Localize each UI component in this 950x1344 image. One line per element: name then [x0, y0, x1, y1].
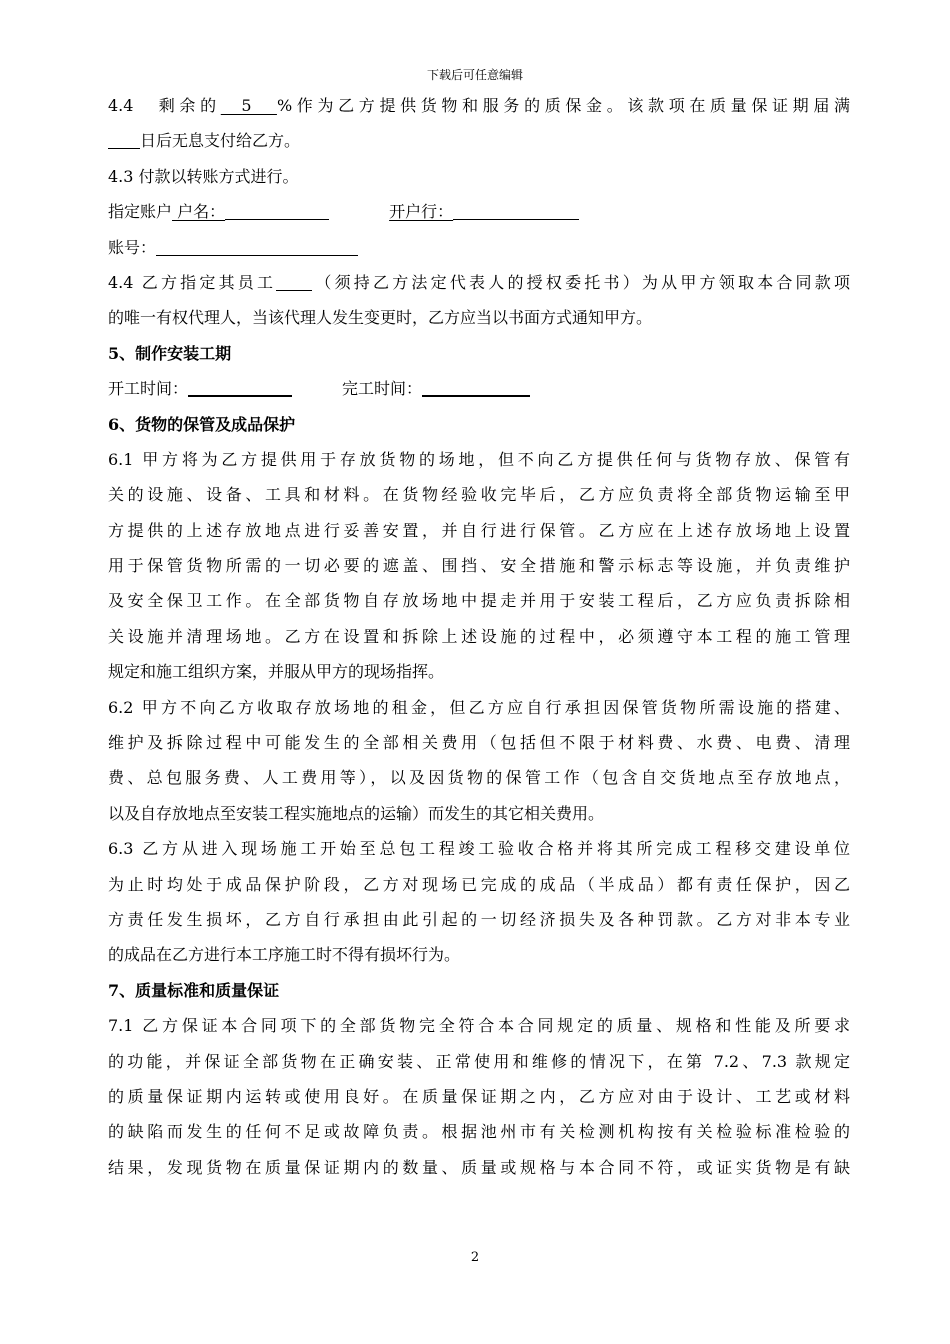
paragraph-line: 6.1 甲方将为乙方提供用于存放货物的场地，但不向乙方提供任何与货物存放、保管有 — [108, 449, 850, 469]
document-body — [108, 88, 850, 1185]
designated-account: 指定账户 户名： 开户行： — [108, 194, 850, 229]
clause-4-3: 4.3 付款以转账方式进行。 — [108, 166, 299, 186]
paragraph-line: 方责任发生损坏，乙方自行承担由此引起的一切经济损失及各种罚款。乙方对非本专业 — [108, 909, 850, 929]
clause-4-4-retention-cont: 日后无息支付给乙方。 — [108, 123, 850, 158]
account-name-label: 户名： — [172, 202, 226, 222]
page-number: 2 — [470, 1250, 480, 1265]
paragraph-line: 6.3 乙方从进入现场施工开始至总包工程竣工验收合格并将其所完成工程移交建设单位 — [108, 839, 850, 859]
paragraph-line: 的功能，并保证全部货物在正确安装、正常使用和维修的情况下，在第 7.2、7.3 款规定 — [108, 1051, 850, 1071]
page-header: 下载后可任意编辑 — [426, 68, 523, 82]
bank-blank — [453, 201, 579, 220]
paragraph-line: 7.1 乙方保证本合同项下的全部货物完全符合本合同规定的质量、规格和性能及所要求 — [108, 1016, 850, 1036]
paragraph-line: 的质量保证期内运转或使用良好。在质量保证期之内，乙方应对由于设计、工艺或材料 — [108, 1086, 850, 1106]
start-time-blank — [188, 377, 292, 397]
paragraph-line: 维护及拆除过程中可能发生的全部相关费用（包括但不限于材料费、水费、电费、清理 — [108, 733, 850, 753]
paragraph-line: 为止时均处于成品保护阶段，乙方对现场已完成的成品（半成品）都有责任保护，因乙 — [108, 874, 850, 894]
paragraph-line: 6.2 甲方不向乙方收取存放场地的租金，但乙方应自行承担因保管货物所需设施的搭建、 — [108, 697, 850, 717]
paragraph-line: 关的设施、设备、工具和材料。在货物经验收完毕后，乙方应负责将全部货物运输至甲 — [108, 485, 850, 505]
clause-4-4-agent: 4.4 乙方指定其员工 （须持乙方法定代表人的授权委托书）为从甲方领取本合同款项 — [108, 272, 850, 292]
account-name-blank — [225, 201, 329, 220]
paragraph-line: 的成品在乙方进行本工序施工时不得有损坏行为。 — [108, 945, 461, 965]
paragraph-line: 及安全保卫工作。在全部货物自存放场地中提走并用于安装工程后，乙方应负责拆除相 — [108, 591, 850, 611]
account-number: 账号： — [108, 230, 850, 265]
paragraph-line: 方提供的上述存放地点进行妥善安置，并自行进行保管。乙方应在上述存放场地上设置 — [108, 520, 850, 540]
clause-4-4-agent-cont: 的唯一有权代理人，当该代理人发生变更时，乙方应当以书面方式通知甲方。 — [108, 308, 653, 328]
bank-label: 开户行： — [389, 202, 454, 222]
employee-blank — [276, 272, 312, 291]
paragraph-line: 的缺陷而发生的任何不足或故障负责。根据池州市有关检测机构按有关检验标准检验的 — [108, 1122, 850, 1142]
section-6-title: 6、货物的保管及成品保护 — [108, 414, 296, 434]
account-number-blank — [156, 237, 358, 256]
paragraph-line: 以及自存放地点至安装工程实施地点的运输）而发生的其它相关费用。 — [108, 803, 605, 823]
retention-percent: 5 — [220, 96, 277, 115]
days-blank — [108, 130, 140, 149]
paragraph-line: 费、总包服务费、人工费用等），以及因货物的保管工作（包含自交货地点至存放地点， — [108, 768, 850, 788]
paragraph-line: 结果，发现货物在质量保证期内的数量、质量或规格与本合同不符，或证实货物是有缺 — [108, 1157, 850, 1177]
end-time-blank — [422, 377, 530, 397]
paragraph-line: 规定和施工组织方案，并服从甲方的现场指挥。 — [108, 662, 445, 682]
section-5-title: 5、制作安装工期 — [108, 343, 232, 363]
work-period: 开工时间： 完工时间： — [108, 371, 850, 406]
section-7-title: 7、质量标准和质量保证 — [108, 980, 280, 1000]
paragraph-line: 用于保管货物所需的一切必要的遮盖、围挡、安全措施和警示标志等设施，并负责维护 — [108, 556, 850, 576]
clause-4-4-retention: 4.4 剩余的 5 %作为乙方提供货物和服务的质保金。该款项在质量保证期届满 — [108, 96, 850, 115]
paragraph-line: 关设施并清理场地。乙方在设置和拆除上述设施的过程中，必须遵守本工程的施工管理 — [108, 626, 850, 646]
